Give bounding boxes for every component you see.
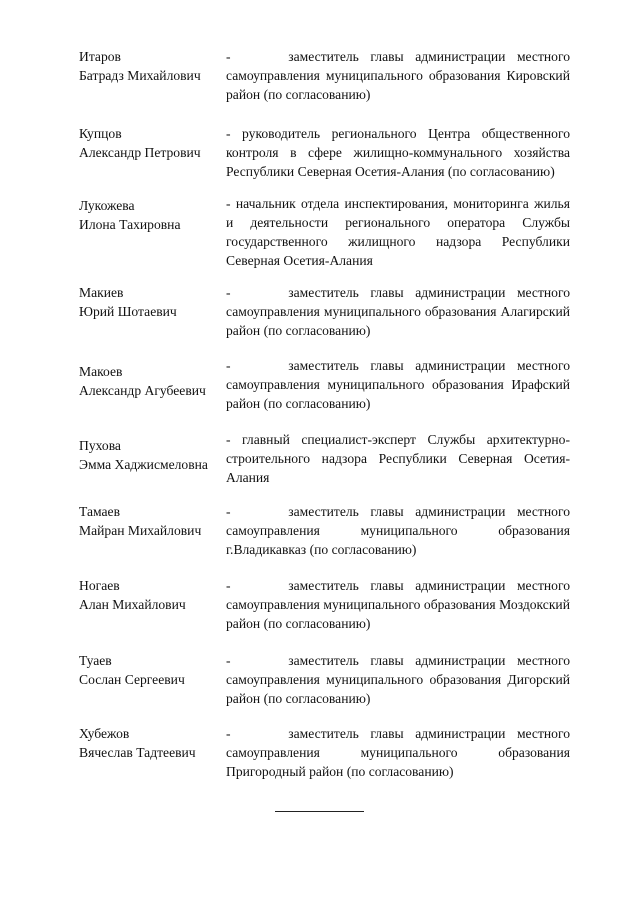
member-given-name: Илона Тахировна	[79, 217, 181, 232]
member-name	[79, 47, 224, 85]
member-surname: Тамаев	[79, 504, 120, 519]
member-given-name: Вячеслав Тадтеевич	[79, 745, 196, 760]
member-given-name: Александр Агубеевич	[79, 383, 206, 398]
member-name	[79, 651, 224, 689]
member-role: - заместитель главы администрации местного самоуправления муниципального образования Моздокский район (по согласованию)	[226, 578, 570, 631]
member-surname: Хубежов	[79, 726, 130, 741]
member-role: - заместитель главы администрации местного самоуправления муниципального образования Кировский район (по согласованию)	[226, 49, 570, 102]
member-name	[79, 576, 224, 614]
member-surname: Лукожева	[79, 198, 135, 213]
member-given-name: Сослан Сергеевич	[79, 672, 185, 687]
member-surname: Итаров	[79, 49, 121, 64]
member-given-name: Майран Михайлович	[79, 523, 202, 538]
member-name	[79, 724, 224, 762]
member-given-name: Батрадз Михайлович	[79, 68, 201, 83]
member-name	[79, 196, 224, 234]
member-given-name: Юрий Шотаевич	[79, 304, 177, 319]
member-surname: Ногаев	[79, 578, 120, 593]
member-surname: Туаев	[79, 653, 112, 668]
member-given-name: Алан Михайлович	[79, 597, 186, 612]
member-surname: Макиев	[79, 285, 124, 300]
member-name	[79, 502, 224, 540]
member-role: - главный специалист-эксперт Службы архитектурно-строительного надзора Республики Северная Осетия-Алания	[226, 432, 570, 485]
member-name	[79, 362, 224, 400]
member-surname: Пухова	[79, 438, 121, 453]
member-given-name: Александр Петрович	[79, 145, 201, 160]
member-name	[79, 436, 224, 474]
member-role: - заместитель главы администрации местного самоуправления муниципального образования Пригородный район (по согласованию)	[226, 726, 570, 779]
member-role: - руководитель регионального Центра общественного контроля в сфере жилищно-коммунального хозяйства Республики Северная Осетия-Алания (по согласованию)	[226, 126, 570, 179]
member-given-name: Эмма Хаджисмеловна	[79, 457, 208, 472]
member-name	[79, 283, 224, 321]
member-surname: Макоев	[79, 364, 123, 379]
member-name	[79, 124, 224, 162]
member-role: - заместитель главы администрации местного самоуправления муниципального образования г.Владикавказ (по согласованию)	[226, 504, 570, 557]
member-role: - начальник отдела инспектирования, мониторинга жилья и деятельности регионального оператора Службы государственного жилищного надзора Республики Северная Осетия-Алания	[226, 196, 570, 268]
member-role: - заместитель главы администрации местного самоуправления муниципального образования Дигорский район (по согласованию)	[226, 653, 570, 706]
member-role: - заместитель главы администрации местного самоуправления муниципального образования Ирафский район (по согласованию)	[226, 358, 570, 411]
closing-rule	[275, 811, 364, 812]
member-role: - заместитель главы администрации местного самоуправления муниципального образования Алагирский район (по согласованию)	[226, 285, 570, 338]
member-surname: Купцов	[79, 126, 122, 141]
